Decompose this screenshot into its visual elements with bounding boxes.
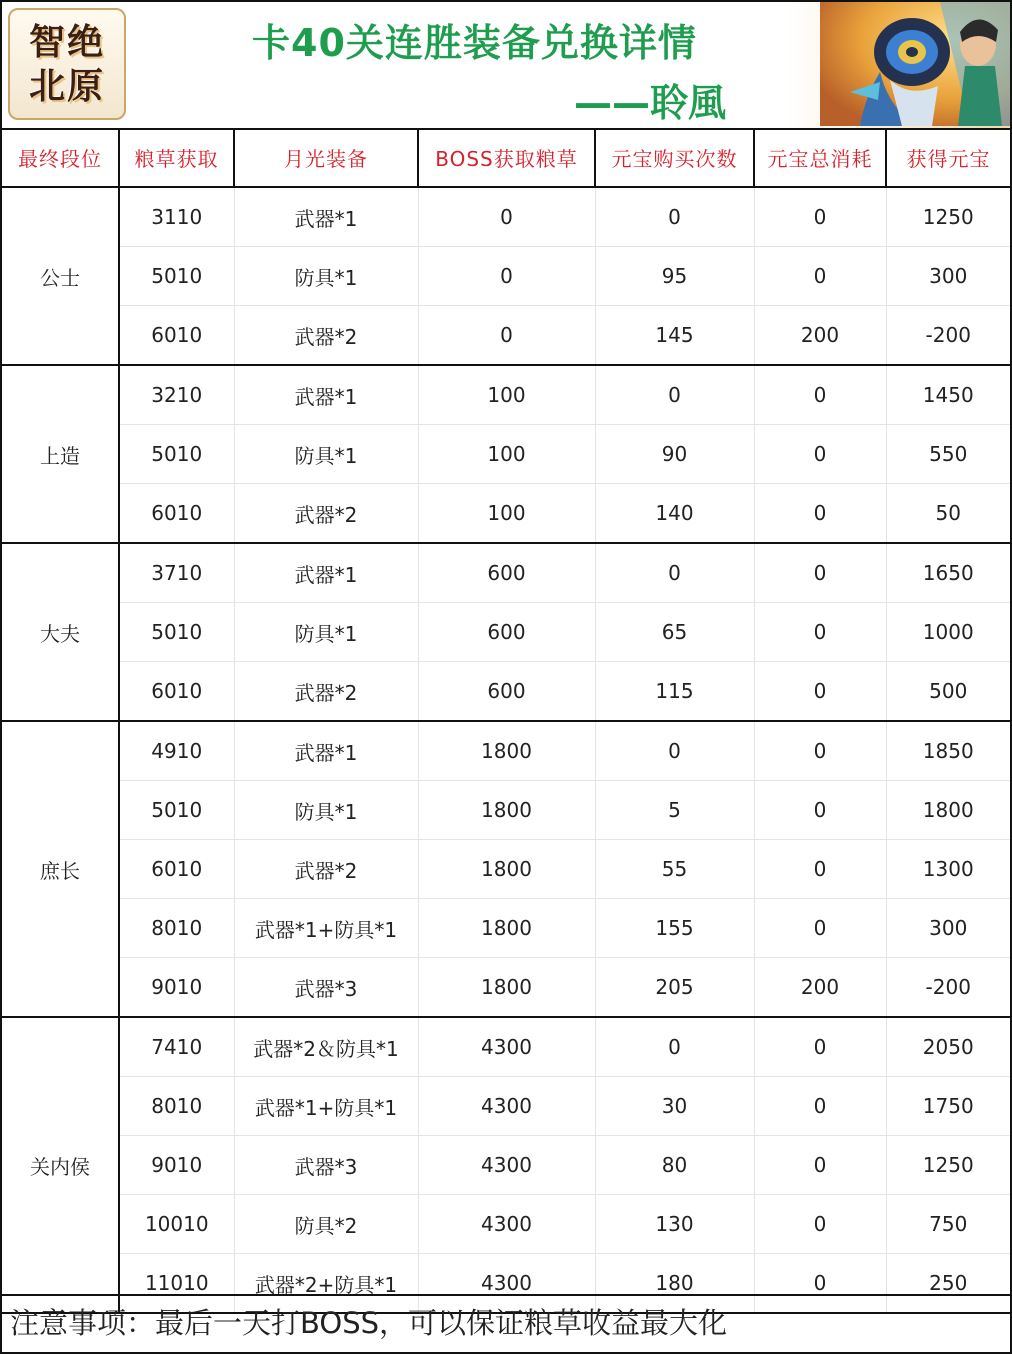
grain-obtained-cell: 5010 (119, 247, 234, 306)
equipment-cell: 防具*1 (234, 603, 418, 662)
grain-obtained-cell: 6010 (119, 840, 234, 899)
table-row (2, 543, 1010, 603)
table-row (2, 840, 1010, 899)
author-signature: ——聆風 (574, 81, 727, 125)
ingot-earned-cell: 2050 (886, 1017, 1010, 1077)
equipment-cell: 防具*2 (234, 1195, 418, 1254)
boss-grain-cell: 0 (418, 187, 595, 247)
ingot-earned-cell: 1300 (886, 840, 1010, 899)
ingot-spent-cell: 200 (754, 958, 886, 1018)
equipment-cell: 武器*2 (234, 662, 418, 722)
ingot-purchases-cell: 90 (595, 425, 754, 484)
ingot-earned-cell: 250 (886, 1254, 1010, 1314)
equipment-cell: 防具*1 (234, 781, 418, 840)
rank-cell: 上造 (2, 365, 119, 543)
boss-grain-cell: 0 (418, 247, 595, 306)
logo-line-1: 智绝 (28, 21, 105, 63)
boss-grain-cell: 4300 (418, 1017, 595, 1077)
rank-cell: 庶长 (2, 721, 119, 1017)
ingot-purchases-cell: 145 (595, 306, 754, 366)
ingot-spent-cell: 0 (754, 187, 886, 247)
boss-grain-cell: 600 (418, 543, 595, 603)
ingot-spent-cell: 200 (754, 306, 886, 366)
grain-obtained-cell: 4910 (119, 721, 234, 781)
column-header-final-rank: 最终段位 (2, 128, 119, 187)
rank-cell: 大夫 (2, 543, 119, 721)
boss-grain-cell: 1800 (418, 840, 595, 899)
equipment-cell: 武器*2+防具*1 (234, 1254, 418, 1314)
grain-obtained-cell: 9010 (119, 1136, 234, 1195)
equipment-cell: 武器*3 (234, 1136, 418, 1195)
ingot-purchases-cell: 0 (595, 187, 754, 247)
ingot-purchases-cell: 5 (595, 781, 754, 840)
column-header-ingot-purchases: 元宝购买次数 (595, 128, 754, 187)
ingot-earned-cell: 50 (886, 484, 1010, 544)
column-header-ingot-earned: 获得元宝 (886, 128, 1010, 187)
ingot-purchases-cell: 0 (595, 1017, 754, 1077)
ingot-earned-cell: 1800 (886, 781, 1010, 840)
ingot-spent-cell: 0 (754, 840, 886, 899)
ingot-spent-cell: 0 (754, 365, 886, 425)
table-row (2, 662, 1010, 722)
ingot-spent-cell: 0 (754, 721, 886, 781)
footer-note: 注意事项：最后一天打BOSS，可以保证粮草收益最大化 (2, 1294, 1010, 1352)
table-row (2, 1017, 1010, 1077)
boss-grain-cell: 100 (418, 484, 595, 544)
table-row (2, 781, 1010, 840)
equipment-cell: 防具*1 (234, 425, 418, 484)
ingot-spent-cell: 0 (754, 899, 886, 958)
equipment-cell: 武器*1 (234, 721, 418, 781)
table-row (2, 425, 1010, 484)
grain-obtained-cell: 6010 (119, 306, 234, 366)
ingot-earned-cell: 500 (886, 662, 1010, 722)
ingot-purchases-cell: 30 (595, 1077, 754, 1136)
equipment-cell: 防具*1 (234, 247, 418, 306)
boss-grain-cell: 600 (418, 603, 595, 662)
boss-grain-cell: 4300 (418, 1077, 595, 1136)
boss-grain-cell: 4300 (418, 1136, 595, 1195)
exchange-table (2, 128, 1010, 1314)
table-row (2, 484, 1010, 544)
boss-grain-cell: 4300 (418, 1254, 595, 1314)
grain-obtained-cell: 5010 (119, 425, 234, 484)
ingot-spent-cell: 0 (754, 1077, 886, 1136)
rank-cell: 公士 (2, 187, 119, 365)
boss-grain-cell: 100 (418, 425, 595, 484)
ingot-earned-cell: 1450 (886, 365, 1010, 425)
table-header-row (2, 128, 1010, 187)
table-row (2, 1077, 1010, 1136)
equipment-cell: 武器*1+防具*1 (234, 899, 418, 958)
ingot-purchases-cell: 80 (595, 1136, 754, 1195)
equipment-cell: 武器*2 (234, 484, 418, 544)
equipment-cell: 武器*2 (234, 306, 418, 366)
table-row (2, 247, 1010, 306)
ingot-earned-cell: 750 (886, 1195, 1010, 1254)
ingot-spent-cell: 0 (754, 603, 886, 662)
character-illustration (820, 2, 1010, 126)
grain-obtained-cell: 8010 (119, 1077, 234, 1136)
ingot-purchases-cell: 55 (595, 840, 754, 899)
table-row (2, 603, 1010, 662)
ingot-purchases-cell: 130 (595, 1195, 754, 1254)
grain-obtained-cell: 3110 (119, 187, 234, 247)
page-title: 卡40关连胜装备兑换详情 (252, 21, 697, 65)
column-header-ingot-spent: 元宝总消耗 (754, 128, 886, 187)
ingot-earned-cell: -200 (886, 306, 1010, 366)
boss-grain-cell: 1800 (418, 781, 595, 840)
ingot-earned-cell: 1250 (886, 1136, 1010, 1195)
ingot-earned-cell: 550 (886, 425, 1010, 484)
table-row (2, 1136, 1010, 1195)
equipment-cell: 武器*1+防具*1 (234, 1077, 418, 1136)
ingot-earned-cell: 1850 (886, 721, 1010, 781)
boss-grain-cell: 0 (418, 306, 595, 366)
ingot-spent-cell: 0 (754, 781, 886, 840)
ingot-earned-cell: 1750 (886, 1077, 1010, 1136)
table-row (2, 958, 1010, 1018)
grain-obtained-cell: 9010 (119, 958, 234, 1018)
ingot-earned-cell: 1000 (886, 603, 1010, 662)
ingot-spent-cell: 0 (754, 1017, 886, 1077)
grain-obtained-cell: 7410 (119, 1017, 234, 1077)
boss-grain-cell: 1800 (418, 958, 595, 1018)
ingot-purchases-cell: 140 (595, 484, 754, 544)
table-row (2, 721, 1010, 781)
ingot-purchases-cell: 95 (595, 247, 754, 306)
equipment-cell: 武器*1 (234, 187, 418, 247)
equipment-cell: 武器*2 (234, 840, 418, 899)
ingot-spent-cell: 0 (754, 1254, 886, 1314)
equipment-cell: 武器*1 (234, 543, 418, 603)
boss-grain-cell: 1800 (418, 899, 595, 958)
ingot-purchases-cell: 180 (595, 1254, 754, 1314)
ingot-spent-cell: 0 (754, 543, 886, 603)
logo (8, 8, 126, 120)
header-banner (2, 2, 1010, 130)
table-row (2, 899, 1010, 958)
column-header-moonlight-equipment: 月光装备 (234, 128, 418, 187)
column-header-grain-obtained: 粮草获取 (119, 128, 234, 187)
ingot-purchases-cell: 0 (595, 365, 754, 425)
grain-obtained-cell: 3210 (119, 365, 234, 425)
table-row (2, 306, 1010, 366)
ingot-earned-cell: 1250 (886, 187, 1010, 247)
boss-grain-cell: 4300 (418, 1195, 595, 1254)
boss-grain-cell: 1800 (418, 721, 595, 781)
ingot-spent-cell: 0 (754, 247, 886, 306)
grain-obtained-cell: 11010 (119, 1254, 234, 1314)
equipment-cell: 武器*1 (234, 365, 418, 425)
table-row (2, 365, 1010, 425)
grain-obtained-cell: 5010 (119, 603, 234, 662)
logo-line-2: 北原 (28, 65, 105, 107)
ingot-spent-cell: 0 (754, 1136, 886, 1195)
table-row (2, 1195, 1010, 1254)
ingot-spent-cell: 0 (754, 662, 886, 722)
grain-obtained-cell: 8010 (119, 899, 234, 958)
ingot-purchases-cell: 65 (595, 603, 754, 662)
ingot-spent-cell: 0 (754, 425, 886, 484)
grain-obtained-cell: 6010 (119, 484, 234, 544)
column-header-boss-grain: BOSS获取粮草 (418, 128, 595, 187)
boss-grain-cell: 600 (418, 662, 595, 722)
ingot-spent-cell: 0 (754, 484, 886, 544)
ingot-earned-cell: 1650 (886, 543, 1010, 603)
table-row (2, 187, 1010, 247)
ingot-spent-cell: 0 (754, 1195, 886, 1254)
ingot-earned-cell: 300 (886, 247, 1010, 306)
ingot-purchases-cell: 0 (595, 721, 754, 781)
equipment-cell: 武器*2＆防具*1 (234, 1017, 418, 1077)
grain-obtained-cell: 3710 (119, 543, 234, 603)
grain-obtained-cell: 10010 (119, 1195, 234, 1254)
boss-grain-cell: 100 (418, 365, 595, 425)
ingot-purchases-cell: 155 (595, 899, 754, 958)
ingot-purchases-cell: 0 (595, 543, 754, 603)
grain-obtained-cell: 5010 (119, 781, 234, 840)
rank-cell: 关内侯 (2, 1017, 119, 1313)
table-body (2, 187, 1010, 1313)
grain-obtained-cell: 6010 (119, 662, 234, 722)
ingot-purchases-cell: 205 (595, 958, 754, 1018)
equipment-cell: 武器*3 (234, 958, 418, 1018)
ingot-earned-cell: -200 (886, 958, 1010, 1018)
ingot-earned-cell: 300 (886, 899, 1010, 958)
ingot-purchases-cell: 115 (595, 662, 754, 722)
